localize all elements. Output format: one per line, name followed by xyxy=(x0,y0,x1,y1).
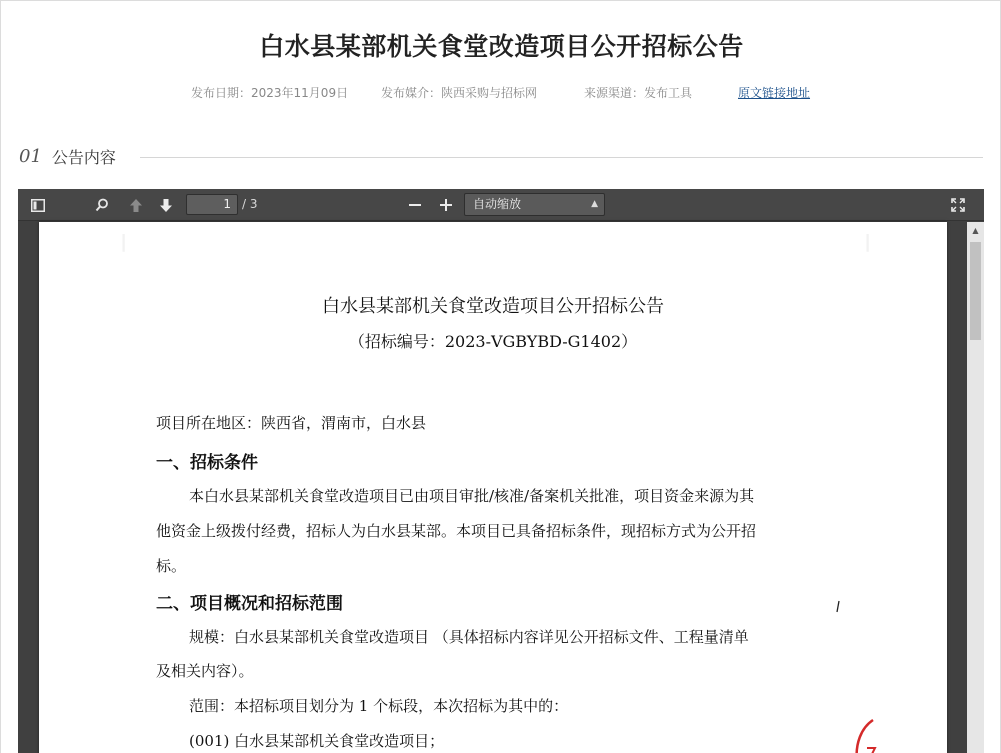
bleed-through-marks: ┃ xyxy=(119,234,129,252)
publish-date: 发布日期：2023年11月09日 xyxy=(191,86,349,100)
doc-paragraph-1-line-2: 他资金上级拨付经费，招标人为白水县某部。本项目已具备招标条件，现招标方式为公开招 xyxy=(156,522,757,540)
source-channel: 来源渠道：发布工具 xyxy=(584,86,693,100)
section-number: 01 xyxy=(19,146,42,167)
doc-heading-2: 二、项目概况和招标范围 xyxy=(156,594,343,614)
doc-title: 白水县某部机关食堂改造项目公开招标公告 xyxy=(322,296,664,317)
zoom-select-value: 自动缩放 xyxy=(473,197,522,211)
scrollbar-thumb[interactable] xyxy=(970,242,981,340)
doc-paragraph-1-line-1: 本白水县某部机关食堂改造项目已由项目审批/核准/备案机关批准，项目资金来源为其 xyxy=(189,487,755,505)
arrow-up-icon[interactable] xyxy=(124,193,148,217)
doc-heading-1: 一、招标条件 xyxy=(156,453,258,473)
plus-icon[interactable] xyxy=(435,193,457,217)
pdf-viewer xyxy=(18,189,984,753)
article-title: 白水县某部机关食堂改造项目公开招标公告 xyxy=(259,32,744,61)
arrow-down-icon[interactable] xyxy=(154,193,178,217)
page-total: / 3 xyxy=(242,197,258,211)
pen-mark xyxy=(835,600,841,614)
section-label: 公告内容 xyxy=(51,148,116,167)
zoom-select[interactable] xyxy=(464,193,605,216)
doc-paragraph-3: 范围：本招标项目划分为 1 个标段，本次招标为其中的： xyxy=(189,697,569,715)
page-number-input[interactable]: 1 xyxy=(186,194,238,215)
original-link[interactable]: 原文链接地址 xyxy=(738,86,811,100)
doc-paragraph-4: (001) 白水县某部机关食堂改造项目； xyxy=(189,732,445,750)
minus-icon[interactable] xyxy=(404,193,426,217)
section-header xyxy=(19,145,983,168)
doc-paragraph-2-line-1: 规模：白水县某部机关食堂改造项目 （具体招标内容详见公开招标文件、工程量清单 xyxy=(189,628,749,646)
pdf-page xyxy=(39,222,947,753)
doc-region: 项目所在地区：陕西省，渭南市，白水县 xyxy=(156,414,427,432)
original-link-wrap xyxy=(738,84,810,101)
sidebar-toggle-icon[interactable] xyxy=(26,193,50,217)
chevron-updown-icon: ▲ xyxy=(591,199,598,209)
bleed-through-marks-right: ┃ xyxy=(863,234,873,252)
scrollbar[interactable] xyxy=(967,222,984,753)
doc-tender-number: （招标编号：2023-VGBYBD-G1402） xyxy=(348,332,638,351)
doc-paragraph-2-line-2: 及相关内容）。 xyxy=(156,662,254,680)
red-stamp-fragment xyxy=(849,718,879,753)
fullscreen-icon[interactable] xyxy=(946,193,970,217)
scroll-up-icon[interactable]: ▲ xyxy=(972,226,979,235)
section-divider xyxy=(140,157,983,158)
doc-paragraph-1-line-3: 标。 xyxy=(156,557,187,575)
search-icon[interactable] xyxy=(90,193,114,217)
publish-media: 发布媒介：陕西采购与招标网 xyxy=(381,86,538,100)
pdf-toolbar xyxy=(18,189,984,221)
